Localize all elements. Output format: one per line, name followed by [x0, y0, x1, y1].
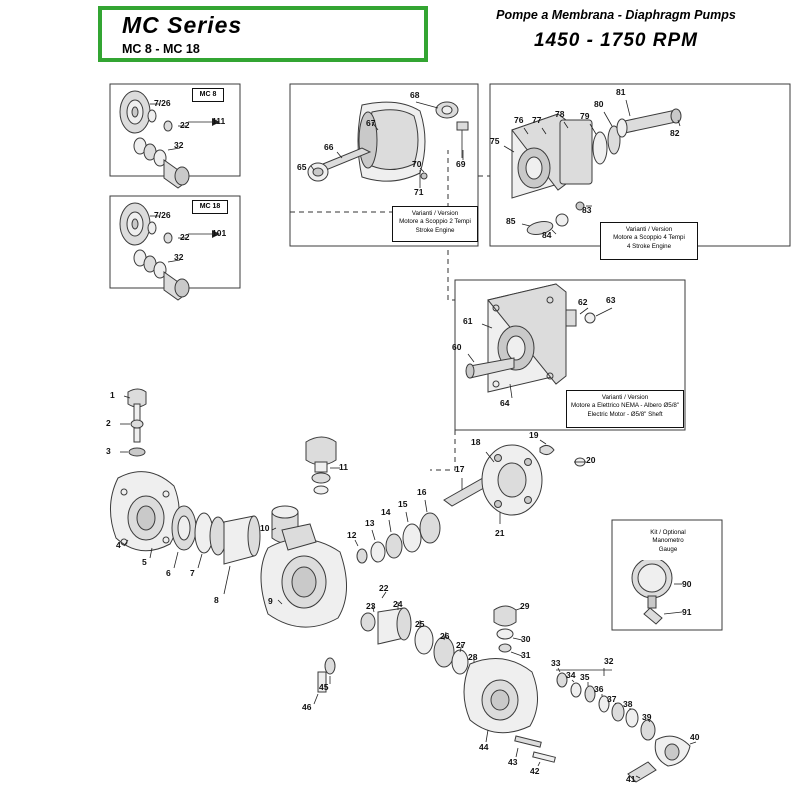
callout-number: 42: [530, 766, 540, 776]
callout-number: 10: [260, 523, 270, 533]
callout-number: 18: [471, 437, 481, 447]
callout-number: 14: [381, 507, 391, 517]
callout-number: 78: [555, 109, 565, 119]
callout-number: 1: [110, 390, 115, 400]
callout-number: 77: [532, 115, 542, 125]
callout-number: 26: [440, 631, 450, 641]
model-range-label: MC 8 - MC 18: [122, 42, 200, 56]
variant-line-2: Motore a Scoppio 4 Tempi: [613, 234, 685, 242]
callout-number: 4: [116, 540, 121, 550]
variant-box-gauge-kit: [632, 526, 704, 560]
callout-number: 22: [180, 120, 190, 130]
callout-number: 75: [490, 136, 500, 146]
callout-number: 32: [174, 252, 184, 262]
callout-number: 76: [514, 115, 524, 125]
callout-number: 90: [682, 579, 692, 589]
callout-number: 37: [607, 694, 617, 704]
callout-number: 19: [529, 430, 539, 440]
callout-number: 7: [190, 568, 195, 578]
model-tag-mc18: MC 18: [192, 200, 228, 214]
callout-number: 25: [415, 619, 425, 629]
callout-number: 8: [214, 595, 219, 605]
variant-line-1: Varianti / Version: [601, 394, 649, 401]
callout-number: 31: [521, 650, 531, 660]
callout-number: 41: [626, 774, 636, 784]
callout-number: 7/26: [154, 210, 171, 220]
callout-number: 66: [324, 142, 334, 152]
callout-number: 21: [495, 528, 505, 538]
callout-number: 29: [520, 601, 530, 611]
variant-line-1: Kit / Optional: [650, 529, 686, 536]
callout-number: 24: [393, 599, 403, 609]
callout-number: 81: [616, 87, 626, 97]
callout-number: 32: [174, 140, 184, 150]
callout-number: 85: [506, 216, 516, 226]
callout-number: 111: [212, 116, 226, 126]
callout-number: 11: [339, 462, 348, 472]
product-type-label: Pompe a Membrana - Diaphragm Pumps: [496, 8, 736, 22]
variant-box-four-stroke: [600, 222, 698, 260]
callout-number: 15: [398, 499, 408, 509]
callout-number: 79: [580, 111, 590, 121]
variant-line-3: 4 Stroke Engine: [626, 242, 672, 250]
callout-number: 70: [412, 159, 422, 169]
variant-box-two-stroke: [392, 206, 478, 242]
callout-number: 60: [452, 342, 462, 352]
variant-line-1: Varianti / Version: [411, 210, 459, 217]
callout-number: 82: [670, 128, 680, 138]
callout-number: 38: [623, 699, 633, 709]
variant-line-3: Electric Motor - Ø5/8" Sheft: [587, 410, 663, 418]
callout-number: 34: [566, 670, 576, 680]
callout-number: 30: [521, 634, 531, 644]
callout-number: 2: [106, 418, 111, 428]
callout-number: 43: [508, 757, 518, 767]
callout-number: 40: [690, 732, 700, 742]
variant-line-2: Motore a Scoppio 2 Tempi: [399, 218, 471, 226]
callout-number: 27: [456, 640, 466, 650]
callout-number: 64: [500, 398, 510, 408]
callout-number: 22: [180, 232, 190, 242]
callout-number: 44: [479, 742, 489, 752]
callout-number: 62: [578, 297, 588, 307]
callout-number: 16: [417, 487, 427, 497]
callout-number: 7/26: [154, 98, 171, 108]
callout-number: 6: [166, 568, 171, 578]
callout-number: 13: [365, 518, 375, 528]
callout-number: 84: [542, 230, 552, 240]
variant-line-3: Stroke Engine: [415, 226, 455, 234]
callout-number: 5: [142, 557, 147, 567]
callout-number: 23: [366, 601, 376, 611]
callout-number: 101: [212, 228, 227, 238]
rpm-label: 1450 - 1750 RPM: [534, 30, 698, 51]
page-title: MC Series: [122, 12, 243, 38]
variant-line-2: Manometro: [652, 537, 684, 545]
callout-number: 17: [455, 464, 465, 474]
callout-number: 28: [468, 652, 478, 662]
callout-number: 35: [580, 672, 590, 682]
variant-box-electric-motor: [566, 390, 684, 428]
callout-number: 36: [594, 684, 604, 694]
callout-number: 61: [463, 316, 473, 326]
callout-number: 83: [582, 205, 592, 215]
callout-number: 80: [594, 99, 604, 109]
callout-number: 67: [366, 118, 376, 128]
callout-number: 71: [414, 187, 424, 197]
callout-number: 63: [606, 295, 616, 305]
callout-number: 12: [347, 530, 357, 540]
callout-number: 32: [604, 656, 614, 666]
model-tag-mc8: MC 8: [192, 88, 224, 102]
callout-number: 91: [682, 607, 692, 617]
callout-number: 20: [586, 455, 596, 465]
callout-number: 45: [319, 682, 329, 692]
callout-number: 39: [642, 712, 652, 722]
callout-number: 68: [410, 90, 420, 100]
variant-line-3: Gauge: [658, 545, 678, 553]
callout-number: 65: [297, 162, 307, 172]
callout-number: 3: [106, 446, 111, 456]
variant-line-2: Motore a Elettrico NEMA - Albero Ø5/8": [570, 402, 680, 410]
variant-line-1: Varianti / Version: [625, 226, 673, 233]
callout-number: 46: [302, 702, 312, 712]
callout-number: 69: [456, 159, 466, 169]
callout-number: 9: [268, 596, 273, 606]
callout-number: 33: [551, 658, 561, 668]
callout-number: 22: [379, 583, 389, 593]
